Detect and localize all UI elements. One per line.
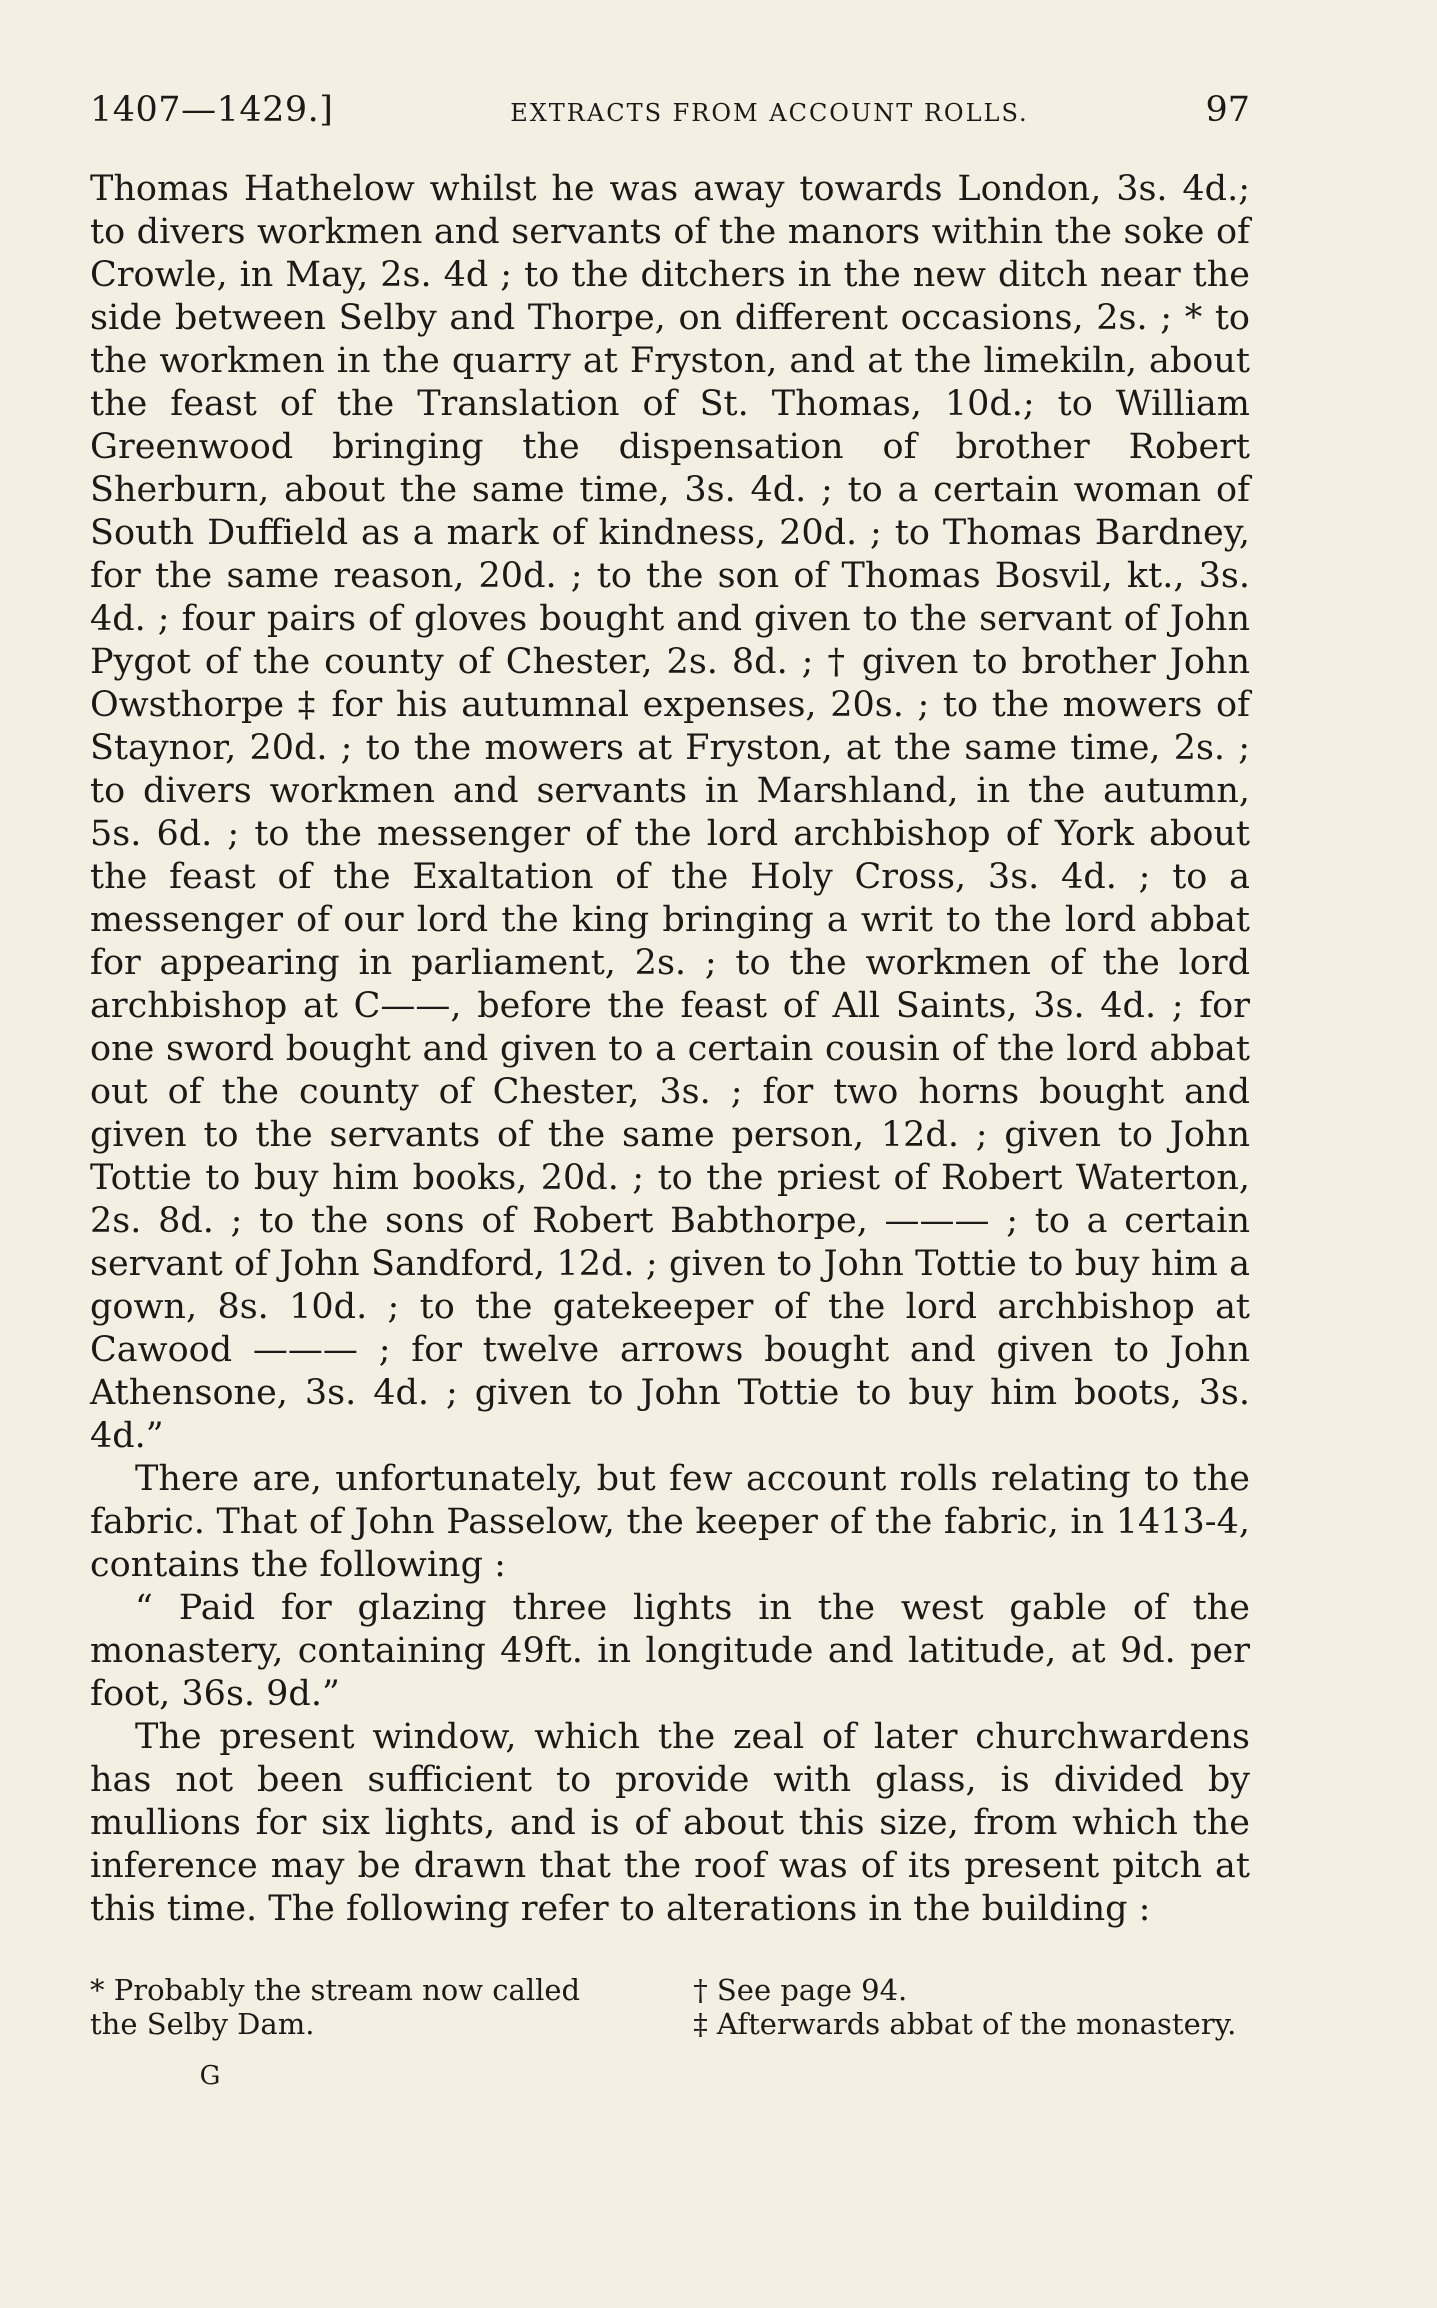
running-title: EXTRACTS FROM ACCOUNT ROLLS. <box>510 99 1029 127</box>
body-text <box>90 168 1250 1931</box>
footnotes-right <box>693 1973 1250 2041</box>
paragraph-3: “ Paid for glazing three lights in the west gable of the monastery, containing 49ft. in longitude and latitude, at 9d. per foot, 36s. 9d.” <box>90 1588 1250 1714</box>
footnote-right-line: † See page 94. <box>693 1973 908 2007</box>
page-number: 97 <box>1205 90 1250 130</box>
footnotes-left <box>90 1973 647 2041</box>
year-range: 1407—1429.] <box>90 90 334 130</box>
footnote-right-line: ‡ Afterwards abbat of the monastery. <box>693 2007 1237 2041</box>
footnote-left-line: * Probably the stream now called <box>90 1973 581 2007</box>
paragraph-4: The present window, which the zeal of later churchwardens has not been sufficient to provide with glass, is divided by mullions for six lights, and is of about this size, from which the inference may be drawn that the roof was of its present pitch at this time. The following refer to alterations in the building : <box>90 1717 1250 1929</box>
footnotes <box>90 1973 1250 2041</box>
paragraph-2: There are, unfortunately, but few account rolls relating to the fabric. That of John Passelow, the keeper of the fabric, in 1413-4, contains the following : <box>90 1459 1250 1585</box>
paragraph-1: Thomas Hathelow whilst he was away towards London, 3s. 4d.; to divers workmen and servants of the manors within the soke of Crowle, in May, 2s. 4d ; to the ditchers in the new ditch near the side between Selby and Thorpe, on different occasions, 2s. ; * to the workmen in the quarry at Fryston, and at the limekiln, about the feast of the Translation of St. Thomas, 10d.; to William Greenwood bringing the dispensation of brother Robert Sherburn, about the same time, 3s. 4d. ; to a certain woman of South Duffield as a mark of kindness, 20d. ; to Thomas Bardney, for the same reason, 20d. ; to the son of Thomas Bosvil, kt., 3s. 4d. ; four pairs of gloves bought and given to the servant of John Pygot of the county of Chester, 2s. 8d. ; † given to brother John Owsthorpe ‡ for his autumnal expenses, 20s. ; to the mowers of Staynor, 20d. ; to the mowers at Fryston, at the same time, 2s. ; to divers workmen and servants in Marshland, in the autumn, 5s. 6d. ; to the messenger of the lord archbishop of York about the feast of the Exaltation of the Holy Cross, 3s. 4d. ; to a messenger of our lord the king bringing a writ to the lord abbat for appearing in parliament, 2s. ; to the workmen of the lord archbishop at C——, before the feast of All Saints, 3s. 4d. ; for one sword bought and given to a certain cousin of the lord abbat out of the county of Chester, 3s. ; for two horns bought and given to the servants of the same person, 12d. ; given to John Tottie to buy him books, 20d. ; to the priest of Robert Waterton, 2s. 8d. ; to the sons of Robert Babthorpe, ——— ; to a certain servant of John Sandford, 12d. ; given to John Tottie to buy him a gown, 8s. 10d. ; to the gatekeeper of the lord archbishop at Cawood ——— ; for twelve arrows bought and given to John Athensone, 3s. 4d. ; given to John Tottie to buy him boots, 3s. 4d.” <box>90 169 1250 1456</box>
footnote-left-line: the Selby Dam. <box>90 2007 315 2041</box>
running-head <box>90 90 1250 130</box>
signature-mark: G <box>199 2061 221 2091</box>
page <box>90 90 1250 2200</box>
